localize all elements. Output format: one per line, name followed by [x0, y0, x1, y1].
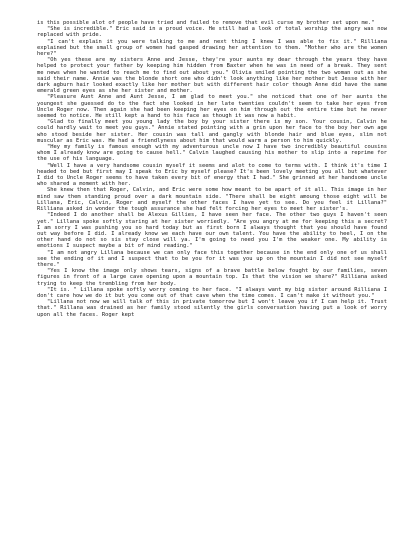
document-page: [37, 20, 387, 318]
paragraph: "Oh yes these are my sisters Anne and Jesse, they're your aunts my dear through the years they have helped to protect your father by keeping him hidden from Baxter when he was in need of a break. They sent me news when he wanted to reach me to find out about you." Olivia smiled pointing the two woman out as she said their name. Annie was the blonde short one who didn't look anything like her mother but Jesse with her dark agburn hair looked exactly like her mother but with different hair color though Anne did have the same emerald green eyes as she her sister and mother.: [37, 57, 387, 95]
paragraph: "Lillana not now we will talk of this in private tomorrow but I won't leave you if I can help it. Trust that." Rillana was drained as her family stood silently the girls conversation having put a look of worry upon all the faces. Roger kept: [37, 299, 387, 318]
paragraph: "Glad to finally meet you young lady the boy by your sister there is my son. Your cousin, Calvin he could hardly wait to meet you guys." Annie stated pointing with a grin upon her face to the boy her own age who stood beside her sister. Her cousin was tall and gangly with blonde hair and blue eyes, slim not muscular as Eric was. He had a friendlyness about him that would warm a person to him quickly.: [37, 119, 387, 144]
paragraph: She knew then that Roger, Calvin, and Eric were some how meant to be apart of it all. This image in her mind saw them standing proud over a dark mountain side. "There shall be eight amoung those eight will be Lillana, Eric, Calvin, Roger and myself the other faces I have yet to see. Do you feel it Lillana?" Rilliana asked in wonder the tough assurance she had felt forcing her eyes to meet her sister's.: [37, 187, 387, 213]
paragraph: "Hey my family is famous enough with my adventurous uncle now I have two incredibly beautiful cousins whom I already know are going to cause hell." Calvin laughed causing his mother to slip into a reprime for the use of his language.: [37, 144, 387, 163]
paragraph: "Indeed I do another shall be Alexus Gillies, I have seen her face. The other two guys I haven't seen yet." Lillana spoke softly staring at her sister worriedly. "Are you angry at me for keeping this a secret? I am sorry I was pushing you so hard today but as first born I always thought that you should have found out way before I did. I already know we each have our own talent. You have the ability to heel, I on the other hand do not so sis stay close will ya. I'm going to need you I'm the weaker one. My ability is emotions I suspect maybe a bit of mind reading.": [37, 212, 387, 250]
paragraph: "It is. " Lillana spoke softly worry coming to her face. "I always want my big sister around Rilliana I don't care how we do it but you come out of that cave when the time comes. I can't make it without you.": [37, 286, 387, 299]
paragraph: "Well I have a very handsome cousin myself it seems and alot to come to terms with. I think it's time I headed to bed but first may I speak to Eric by myself please? It's been lovely meeting you all but whatever I did to Uncle Roger seems to have taken every bit of energy that I had." She grinned at her handsome uncle who shared a moment with her.: [37, 162, 387, 188]
paragraph: "I can't explain it you were talking to me and next thing I knew I was able to fix it." Rilliana explained but the small group of women had gasped drawing her attention to them. "Mother who are the women here?": [37, 38, 387, 58]
paragraph: "I am not angry Lillana because we can only face this together because in the end only one of us shall see the ending of it and I suspect that to be you for it was you up on the mountain I did not see myself there.": [37, 249, 387, 268]
paragraph: "Yes I know the image only shows tears, signs of a brave battle below fought by our families, seven figures in front of a large cave opening upon a mountain top. Is that the vision we share?" Rilliana asked trying to keep the trembling from her body.: [37, 268, 387, 287]
paragraph: is this possible alot of people have tried and failed to remove that evil curse my brother set upon me.": [37, 20, 375, 26]
paragraph: "Pleasure Aunt Anne and Aunt Jesse, I am glad to meet you." she noticed that one of her aunts the youngest she guessed do to the fact she looked in her late twenties couldn't seem to take her eyes from Uncle Roger now. Then again she had been keeping her eyes on him through out the entire time but he never seemed to notice. He still kept a hand to his face as though it was now a habit.: [37, 94, 387, 120]
paragraph: "She is incredible." Eric said in a proud voice. He still had a look of total worship the angry was now replaced with pride.: [37, 26, 387, 39]
